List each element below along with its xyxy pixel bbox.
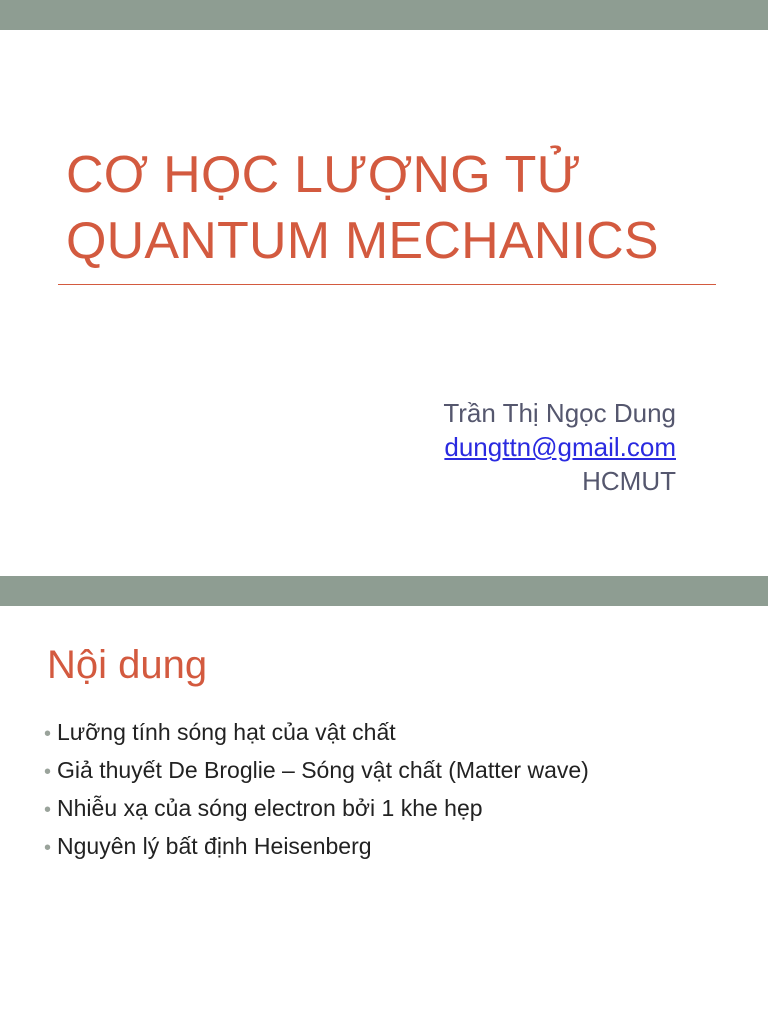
bullet-icon: • [44,723,52,745]
list-item [44,714,589,752]
list-item-text: Lưỡng tính sóng hạt của vật chất [57,719,396,745]
list-item-text: Nhiễu xạ của sóng electron bởi 1 khe hẹp [57,795,483,821]
list-item-text: Giả thuyết De Broglie – Sóng vật chất (Matter wave) [57,757,589,783]
slide1-title [66,142,746,274]
slide1-top-band [0,0,768,30]
author-block [443,396,676,498]
slide2-heading: Nội dung [47,643,208,687]
list-item-text: Nguyên lý bất định Heisenberg [57,833,372,859]
list-item [44,790,589,828]
title-english: QUANTUM MECHANICS [66,212,659,270]
institution-label: HCMUT [582,466,676,496]
bullet-icon: • [44,761,52,783]
list-item [44,828,589,866]
author-name: Trần Thị Ngọc Dung [443,398,676,428]
list-item [44,752,589,790]
bullet-icon: • [44,837,52,859]
title-divider [58,284,716,285]
content-list [44,714,589,866]
slide2-top-band [0,576,768,606]
title-vietnamese: CƠ HỌC LƯỢNG TỬ [66,146,582,204]
bullet-icon: • [44,799,52,821]
email-link[interactable]: dungttn@gmail.com [444,432,676,462]
